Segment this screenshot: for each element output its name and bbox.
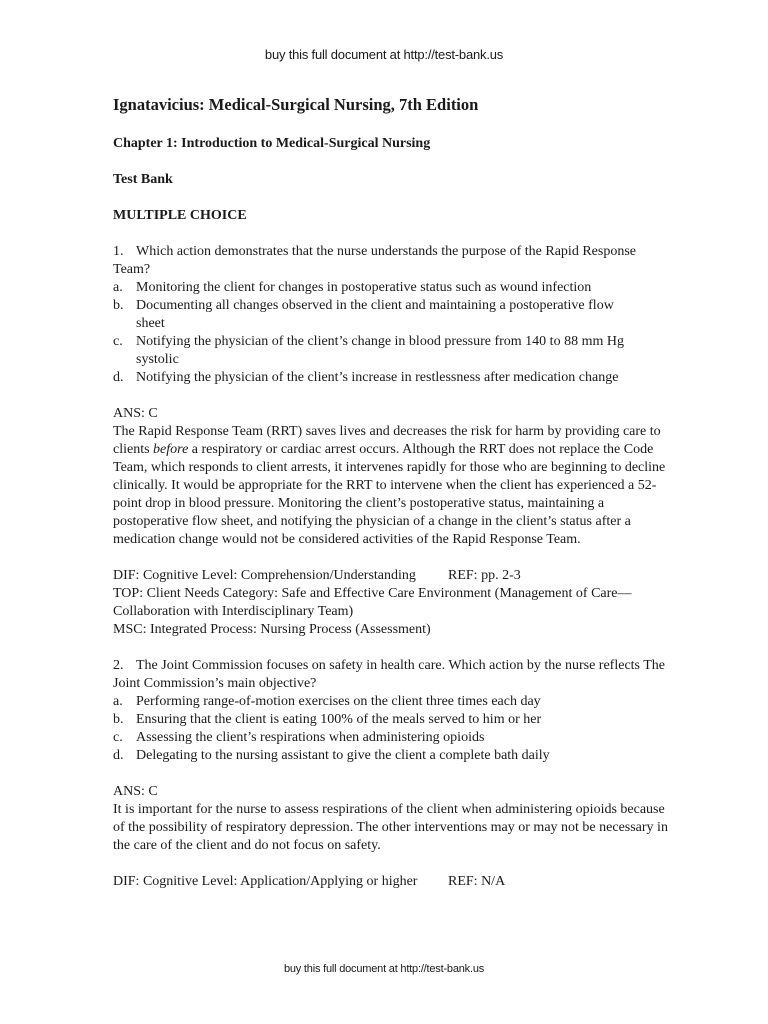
answer-options	[113, 279, 673, 387]
rationale-text: a respiratory or cardiac arrest occurs. Although the RRT does not replace the Code Team, which responds to client arrests, it intervenes rapidly for those who are beginning to decline clinically. It would be appropriate for the RRT to intervene when the client has experienced a 52-point drop in blood pressure. Monitoring the client’s postoperative status, maintaining a postoperative flow sheet, and notifying the physician of a change in the client’s status after a medication change would not be considered activities of the Rapid Response Team.	[113, 442, 666, 547]
question-text: Which action demonstrates that the nurse understands the purpose of the Rapid Response Team?	[113, 244, 636, 277]
difficulty-level: DIF: Cognitive Level: Application/Applying or higher	[113, 874, 418, 889]
question-type-heading: MULTIPLE CHOICE	[113, 208, 247, 223]
option-d	[113, 369, 673, 387]
header-banner[interactable]: buy this full document at http://test-bank.us	[264, 47, 504, 62]
question-stem	[113, 657, 673, 693]
option-text: Delegating to the nursing assistant to give the client a complete bath daily	[136, 748, 550, 763]
question-number: 1.	[113, 244, 124, 259]
footer-banner[interactable]: buy this full document at http://test-bank.us	[283, 963, 485, 975]
question-stem	[113, 243, 673, 279]
difficulty-level: DIF: Cognitive Level: Comprehension/Understanding	[113, 568, 416, 583]
option-letter: a.	[113, 280, 123, 295]
misc-row: MSC: Integrated Process: Nursing Process (Assessment)	[113, 622, 431, 637]
option-letter: d.	[113, 370, 124, 385]
question-2	[113, 657, 673, 891]
section-label: Test Bank	[113, 172, 173, 187]
option-letter: a.	[113, 694, 123, 709]
option-text: Ensuring that the client is eating 100% of the meals served to him or her	[136, 712, 542, 727]
page-reference: REF: N/A	[448, 874, 506, 889]
option-letter: b.	[113, 712, 124, 727]
page-reference: REF: pp. 2-3	[448, 568, 521, 583]
option-letter: c.	[113, 334, 123, 349]
question-number: 2.	[113, 658, 124, 673]
option-text: Assessing the client’s respirations when administering opioids	[136, 730, 485, 745]
option-b	[113, 297, 673, 333]
option-text: Documenting all changes observed in the client and maintaining a postoperative flow sheet	[136, 298, 614, 331]
option-letter: b.	[113, 298, 124, 313]
option-a	[113, 279, 673, 297]
option-text: Notifying the physician of the client’s increase in restlessness after medication change	[136, 370, 619, 385]
book-title: Ignatavicius: Medical-Surgical Nursing, 7th Edition	[113, 95, 479, 114]
question-text: The Joint Commission focuses on safety in health care. Which action by the nurse reflects The Joint Commission’s main objective?	[113, 658, 666, 691]
option-d	[113, 747, 673, 765]
topic-row: TOP: Client Needs Category: Safe and Effective Care Environment (Management of Care—Collaboration with Interdisciplinary Team)	[113, 586, 632, 619]
option-letter: d.	[113, 748, 124, 763]
rationale	[113, 423, 673, 549]
answer-key: ANS: C	[113, 406, 158, 421]
option-text: Monitoring the client for changes in postoperative status such as wound infection	[136, 280, 592, 295]
option-text: Notifying the physician of the client’s change in blood pressure from 140 to 88 mm Hg systolic	[136, 334, 624, 367]
answer-options	[113, 693, 673, 765]
rationale: It is important for the nurse to assess respirations of the client when administering opioids because of the possibility of respiratory depression. The other interventions may or may not be necessary in the care of the client and do not focus on safety.	[113, 802, 668, 853]
document-body	[113, 95, 673, 891]
difficulty-row	[113, 567, 673, 585]
chapter-title: Chapter 1: Introduction to Medical-Surgical Nursing	[113, 136, 431, 151]
difficulty-row	[113, 873, 673, 891]
option-a	[113, 693, 673, 711]
option-c	[113, 333, 673, 369]
option-text: Performing range-of-motion exercises on the client three times each day	[136, 694, 541, 709]
rationale-emphasis: before	[153, 442, 189, 457]
option-c	[113, 729, 673, 747]
question-1	[113, 243, 673, 639]
answer-key: ANS: C	[113, 784, 158, 799]
option-letter: c.	[113, 730, 123, 745]
rationale-text: The Rapid Response Team (RRT) saves lives and decreases the risk for harm by providing care to clients	[113, 424, 661, 457]
option-b	[113, 711, 673, 729]
